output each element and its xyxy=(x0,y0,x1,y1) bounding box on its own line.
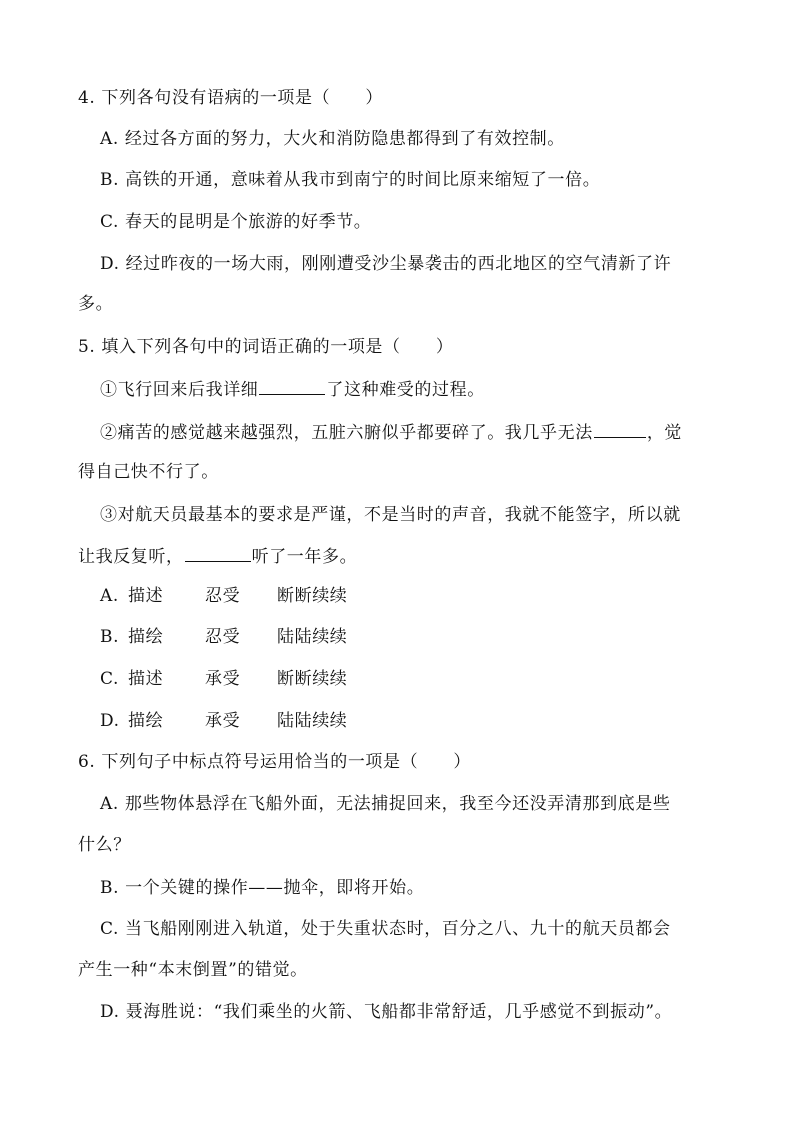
q4-option-a: A. 经过各方面的努力，大火和消防隐患都得到了有效控制。 xyxy=(100,129,565,149)
q5-s1-pre: ①飞行回来后我详细 xyxy=(100,380,259,400)
q5-option-b-word1: 描绘 xyxy=(128,627,164,647)
q5-option-c-word1: 描述 xyxy=(128,669,164,689)
q5-stem: 5. 填入下列各句中的词语正确的一项是（ ） xyxy=(78,337,454,357)
q5-s3-pre: 让我反复听， xyxy=(78,547,184,567)
q4-option-d-line1: D. 经过昨夜的一场大雨，刚刚遭受沙尘暴袭击的西北地区的空气清新了许 xyxy=(100,254,672,274)
q5-sentence-3-line1: ③对航天员最基本的要求是严谨，不是当时的声音，我就不能签字，所以就 xyxy=(100,505,681,525)
q5-option-a-word1: 描述 xyxy=(128,586,164,606)
q5-option-b-word3: 陆陆续续 xyxy=(277,627,348,647)
q4-option-c: C. 春天的昆明是个旅游的好季节。 xyxy=(100,212,372,232)
q6-option-a-line1: A. 那些物体悬浮在飞船外面，无法捕捉回来，我至今还没弄清那到底是些 xyxy=(100,794,671,814)
q6-stem: 6. 下列句子中标点符号运用恰当的一项是（ ） xyxy=(78,752,472,772)
q5-option-d-label: D. xyxy=(100,711,120,731)
q5-s1-post: 了这种难受的过程。 xyxy=(326,380,485,400)
q5-s1-blank xyxy=(259,376,325,395)
q5-sentence-2 xyxy=(100,419,682,445)
q6-option-d: D. 聂海胜说：“我们乘坐的火箭、飞船都非常舒适，几乎感觉不到振动”。 xyxy=(100,1002,673,1022)
q5-option-d-word1: 描绘 xyxy=(128,711,164,731)
q4-option-b: B. 高铁的开通，意味着从我市到南宁的时间比原来缩短了一倍。 xyxy=(100,170,601,190)
q5-option-a-word2: 忍受 xyxy=(205,586,241,606)
q5-sentence-3-line2 xyxy=(78,543,357,569)
q5-s2-pre: ②痛苦的感觉越来越强烈，五脏六腑似乎都要碎了。我几乎无法 xyxy=(100,423,593,443)
q6-option-c-line1: C. 当飞船刚刚进入轨道，处于失重状态时，百分之八、九十的航天员都会 xyxy=(100,919,671,939)
q5-s3-blank xyxy=(185,543,251,562)
q5-option-b-label: B. xyxy=(100,627,120,647)
q4-option-d-line2: 多。 xyxy=(78,294,114,314)
q5-option-a-word3: 断断续续 xyxy=(277,586,348,606)
q5-option-a-label: A. xyxy=(100,586,119,606)
q5-s2-post: ，觉 xyxy=(646,423,683,443)
q5-option-d-word3: 陆陆续续 xyxy=(277,711,348,731)
q6-option-b: B. 一个关键的操作——抛伞，即将开始。 xyxy=(100,878,425,898)
q5-s3-post: 听了一年多。 xyxy=(251,547,358,567)
q5-option-c-label: C. xyxy=(100,669,120,689)
q4-stem: 4. 下列各句没有语病的一项是（ ） xyxy=(78,88,384,108)
q5-option-b-word2: 忍受 xyxy=(205,627,241,647)
q5-sentence-2-line2: 得自己快不行了。 xyxy=(78,462,219,482)
q6-option-c-line2: 产生一种“本末倒置”的错觉。 xyxy=(78,960,308,980)
q6-option-a-line2: 什么？ xyxy=(78,835,131,855)
q5-option-d-word2: 承受 xyxy=(205,711,241,731)
q5-sentence-1 xyxy=(100,376,485,402)
q5-s2-blank xyxy=(594,419,646,438)
q5-option-c-word2: 承受 xyxy=(205,669,241,689)
q5-option-c-word3: 断断续续 xyxy=(277,669,348,689)
